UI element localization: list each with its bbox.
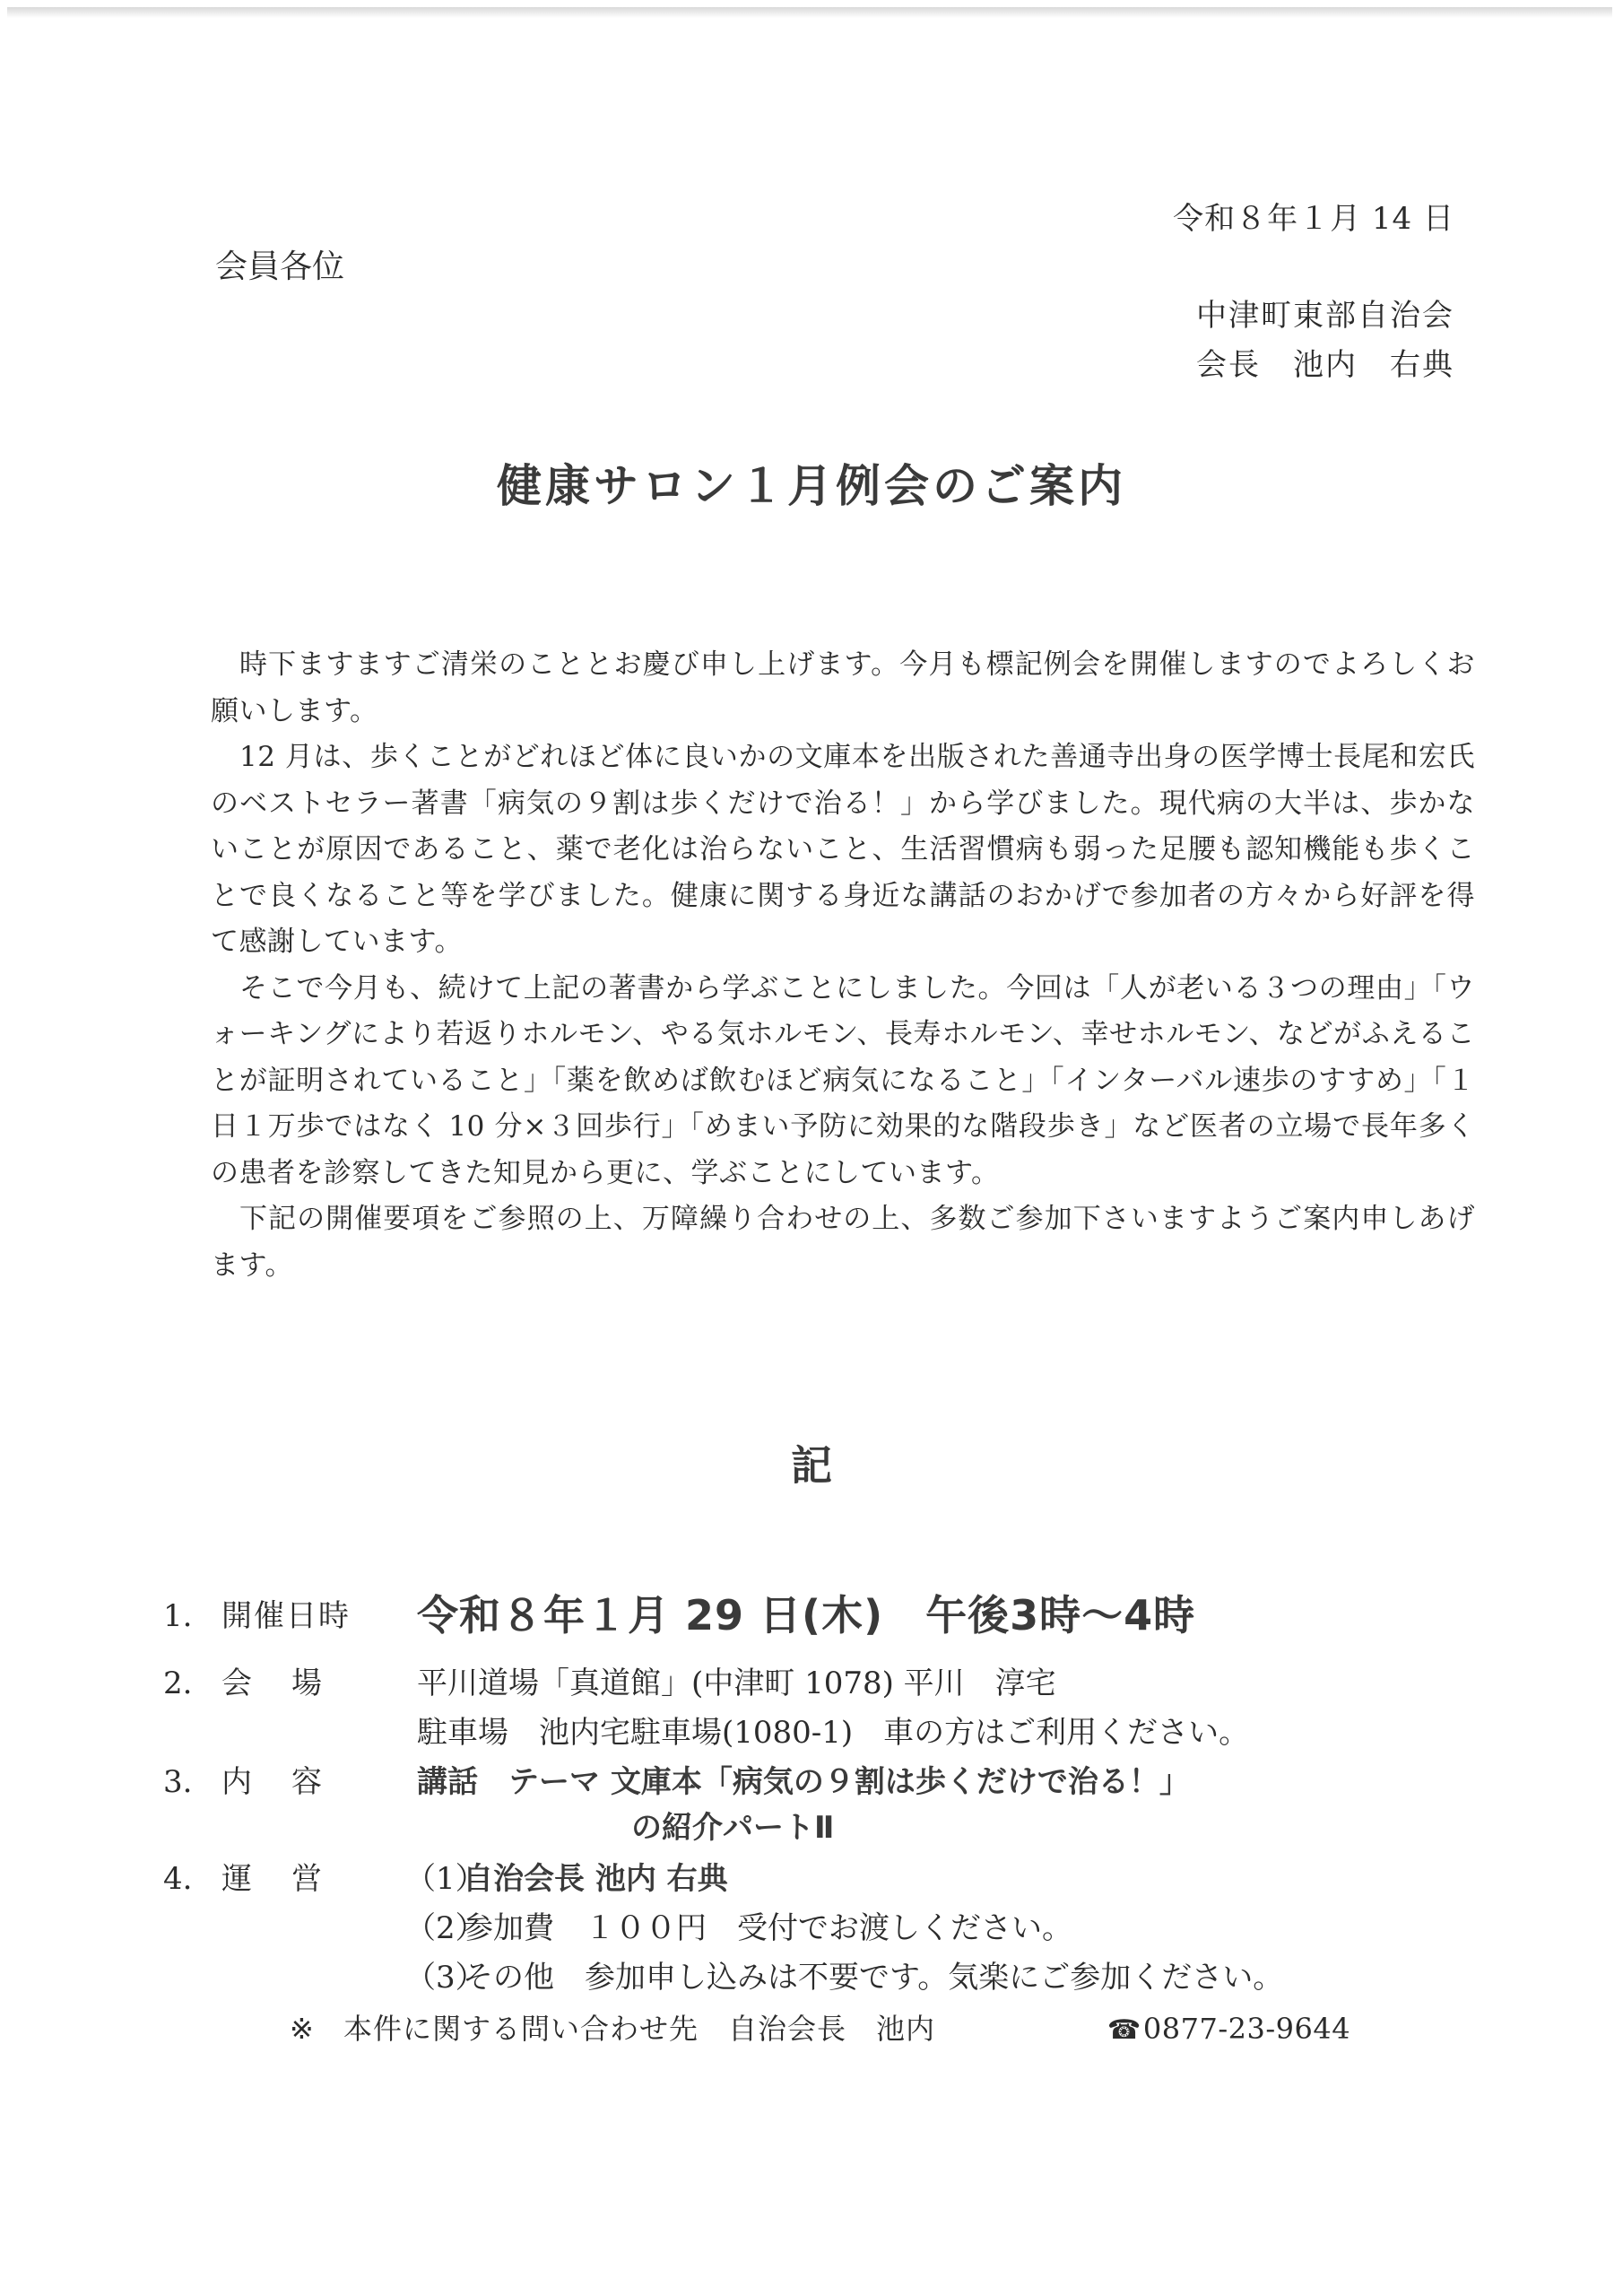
note-mark: ※ — [290, 2012, 314, 2046]
item-number: 3. — [163, 1764, 193, 1800]
other-notes: その他 参加申し込みは不要です。気楽にご参加ください。 — [463, 1960, 1284, 1996]
item-label: 運営 — [221, 1861, 361, 1897]
sub-item-number: （3） — [405, 1960, 486, 1996]
content-theme-cont: の紹介パートⅡ — [631, 1810, 835, 1846]
item-number: 2. — [163, 1665, 193, 1701]
phone-number: 0877-23-9644 — [1142, 2012, 1351, 2046]
body-paragraph: そこで今月も、続けて上記の著書から学ぶことにしました。今回は「人が老いる３つの理由」「ウォーキングにより若返りホルモン、やる気ホルモン、長寿ホルモン、幸せホルモン、などがふえることが証明されていること」「薬を飲めば飲むほど病気になること」「インターバル速歩のすすめ」「１日１万歩ではなく 10 分×３回歩行」「めまい予防に効果的な階段歩き」など医者の立場で長年多くの患者を診察してきた知見から更に、学ぶことにしています。 — [211, 971, 1475, 1189]
participation-fee: 参加費 １００円 受付でお渡しください。 — [463, 1910, 1072, 1946]
document-date: 令和８年１月 14 日 — [1173, 201, 1454, 237]
item-label: 開催日時 — [221, 1598, 351, 1634]
body-text — [211, 642, 1475, 1289]
contact-text: 本件に関する問い合わせ先 自治会長 池内 — [343, 2012, 936, 2046]
event-datetime: 令和８年１月 29 日(木) 午後3時～4時 — [417, 1591, 1196, 1639]
content-theme: 講話 テーマ 文庫本「病気の９割は歩くだけで治る！」 — [417, 1764, 1190, 1800]
ki-heading: 記 — [791, 1441, 832, 1490]
body-paragraph: 12 月は、歩くことがどれほど体に良いかの文庫本を出版された善通寺出身の医学博士長尾和宏氏のベストセラー著書「病気の９割は歩くだけで治る！」から学びました。現代病の大半は、歩かないことが原因であること、薬で老化は治らないこと、生活習慣病も弱った足腰も認知機能も歩くことで良くなること等を学びました。健康に関する身近な講話のおかげで参加者の方々から好評を得て感謝しています。 — [211, 741, 1475, 958]
body-paragraph: 下記の開催要項をご参照の上、万障繰り合わせの上、多数ご参加下さいますようご案内申しあげます。 — [211, 1203, 1475, 1282]
document-title: 健康サロン１月例会のご案内 — [497, 460, 1126, 512]
item-label: 会場 — [221, 1665, 361, 1701]
recipient: 会員各位 — [215, 248, 345, 285]
item-number: 1. — [163, 1598, 193, 1634]
sub-item-number: （2） — [405, 1910, 486, 1946]
organizer-name: 自治会長 池内 右典 — [463, 1861, 728, 1897]
venue-parking: 駐車場 池内宅駐車場(1080-1) 車の方はご利用ください。 — [417, 1715, 1250, 1751]
item-number: 4. — [163, 1861, 193, 1897]
body-paragraph: 時下ますますご清栄のこととお慶び申し上げます。今月も標記例会を開催しますのでよろしくお願いします。 — [211, 648, 1475, 727]
contact-phone — [1107, 2009, 1350, 2050]
venue-address: 平川道場「真道館」(中津町 1078) 平川 淳宅 — [417, 1665, 1056, 1701]
telephone-icon: ☎ — [1107, 2014, 1141, 2046]
sub-item-number: （1） — [405, 1861, 486, 1897]
scan-edge-shadow — [7, 7, 1612, 18]
sender-organization: 中津町東部自治会 — [1196, 298, 1454, 334]
sender-chair: 会長 池内 右典 — [1196, 347, 1454, 383]
item-label: 内容 — [221, 1764, 361, 1800]
